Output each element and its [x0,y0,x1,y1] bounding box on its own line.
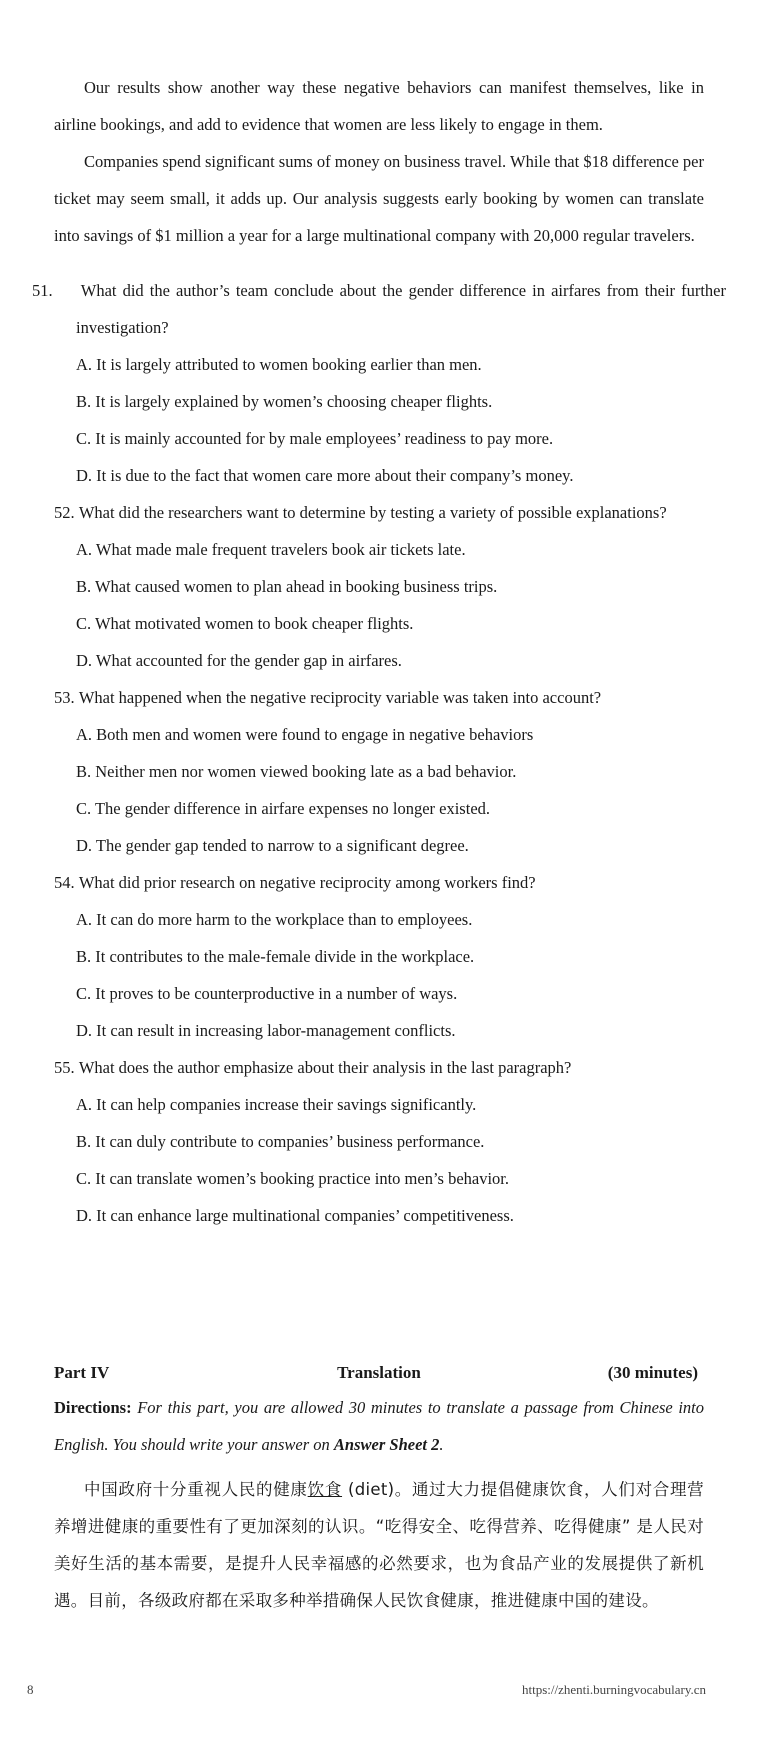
option-52-b: B. What caused women to plan ahead in booking business trips. [76,577,498,596]
option-55-b: B. It can duly contribute to companies’ business performance. [76,1132,485,1151]
option-51-c: C. It is mainly accounted for by male employees’ readiness to pay more. [76,429,554,448]
option-54-a: A. It can do more harm to the workplace than to employees. [76,910,473,929]
question-text: What does the author emphasize about their analysis in the last paragraph? [78,1058,572,1077]
question-54 [54,864,704,901]
question-number: 53. [54,688,75,707]
part-time-limit: (30 minutes) [607,1363,698,1382]
question-number: 51. [32,281,53,300]
translation-text-start: 中国政府十分重视人民的健康 [84,1480,308,1499]
part-title: Translation [337,1363,421,1382]
option-52-c: C. What motivated women to book cheaper flights. [76,614,414,633]
question-text: What happened when the negative reciprocity variable was taken into account? [78,688,602,707]
question-number: 52. [54,503,75,522]
directions-end: . [439,1435,444,1454]
source-url: https://zhenti.burningvocabulary.cn [522,1682,706,1697]
translation-underlined-word: 饮食 [307,1480,343,1499]
option-55-d: D. It can enhance large multinational companies’ competitiveness. [76,1206,514,1225]
option-51-a: A. It is largely attributed to women booking earlier than men. [76,355,482,374]
question-51 [32,272,726,346]
option-51-b: B. It is largely explained by women’s choosing cheaper flights. [76,392,493,411]
translation-text-rest: (diet)。通过大力提倡健康饮食，人们对合理营养增进健康的重要性有了更加深刻的认识。“吃得安全、吃得营养、吃得健康” 是人民对美好生活的基本需要，是提升人民幸福感的必然要求，也为食品产业的发展提供了新机遇。目前，各级政府都在采取多种举措确保人民饮食健康，推进健康中国的建设。 [54,1480,704,1610]
option-55-a: A. It can help companies increase their savings significantly. [76,1095,477,1114]
translation-passage [54,1471,704,1619]
option-52-d: D. What accounted for the gender gap in airfares. [76,651,402,670]
option-53-d: D. The gender gap tended to narrow to a significant degree. [76,836,469,855]
option-51-d: D. It is due to the fact that women care more about their company’s money. [76,466,574,485]
question-52 [54,494,704,531]
question-text: What did the researchers want to determine by testing a variety of possible explanations? [78,503,667,522]
question-text: What did prior research on negative reciprocity among workers find? [78,873,536,892]
part-label: Part IV [54,1363,110,1382]
option-53-b: B. Neither men nor women viewed booking late as a bad behavior. [76,762,517,781]
answer-sheet-reference: Answer Sheet 2 [333,1435,440,1454]
option-52-a: A. What made male frequent travelers book air tickets late. [76,540,466,559]
question-number: 55. [54,1058,75,1077]
directions [54,1389,704,1463]
question-number: 54. [54,873,75,892]
part-header [54,1357,704,1389]
question-text: What did the author’s team conclude about the gender difference in airfares from their further investigation? [76,281,726,337]
passage-paragraph-1: Our results show another way these negative behaviors can manifest themselves, like in airline bookings, and add to evidence that women are less likely to engage in them. [54,78,704,134]
directions-text: For this part, you are allowed 30 minutes to translate a passage from Chinese into English. You should write your answer on [54,1398,704,1454]
question-53 [54,679,704,716]
option-55-c: C. It can translate women’s booking practice into men’s behavior. [76,1169,510,1188]
page-number: 8 [27,1682,34,1697]
directions-label: Directions: [54,1398,132,1417]
option-54-d: D. It can result in increasing labor-management conflicts. [76,1021,456,1040]
option-54-b: B. It contributes to the male-female divide in the workplace. [76,947,475,966]
passage-paragraph-2: Companies spend significant sums of money on business travel. While that $18 difference per ticket may seem small, it adds up. Our analysis suggests early booking by women can translate into savings of $1 million a year for a large multinational company with 20,000 regular travelers. [54,152,704,245]
option-53-c: C. The gender difference in airfare expenses no longer existed. [76,799,491,818]
option-53-a: A. Both men and women were found to engage in negative behaviors [76,725,534,744]
option-54-c: C. It proves to be counterproductive in a number of ways. [76,984,458,1003]
question-55 [54,1049,704,1086]
